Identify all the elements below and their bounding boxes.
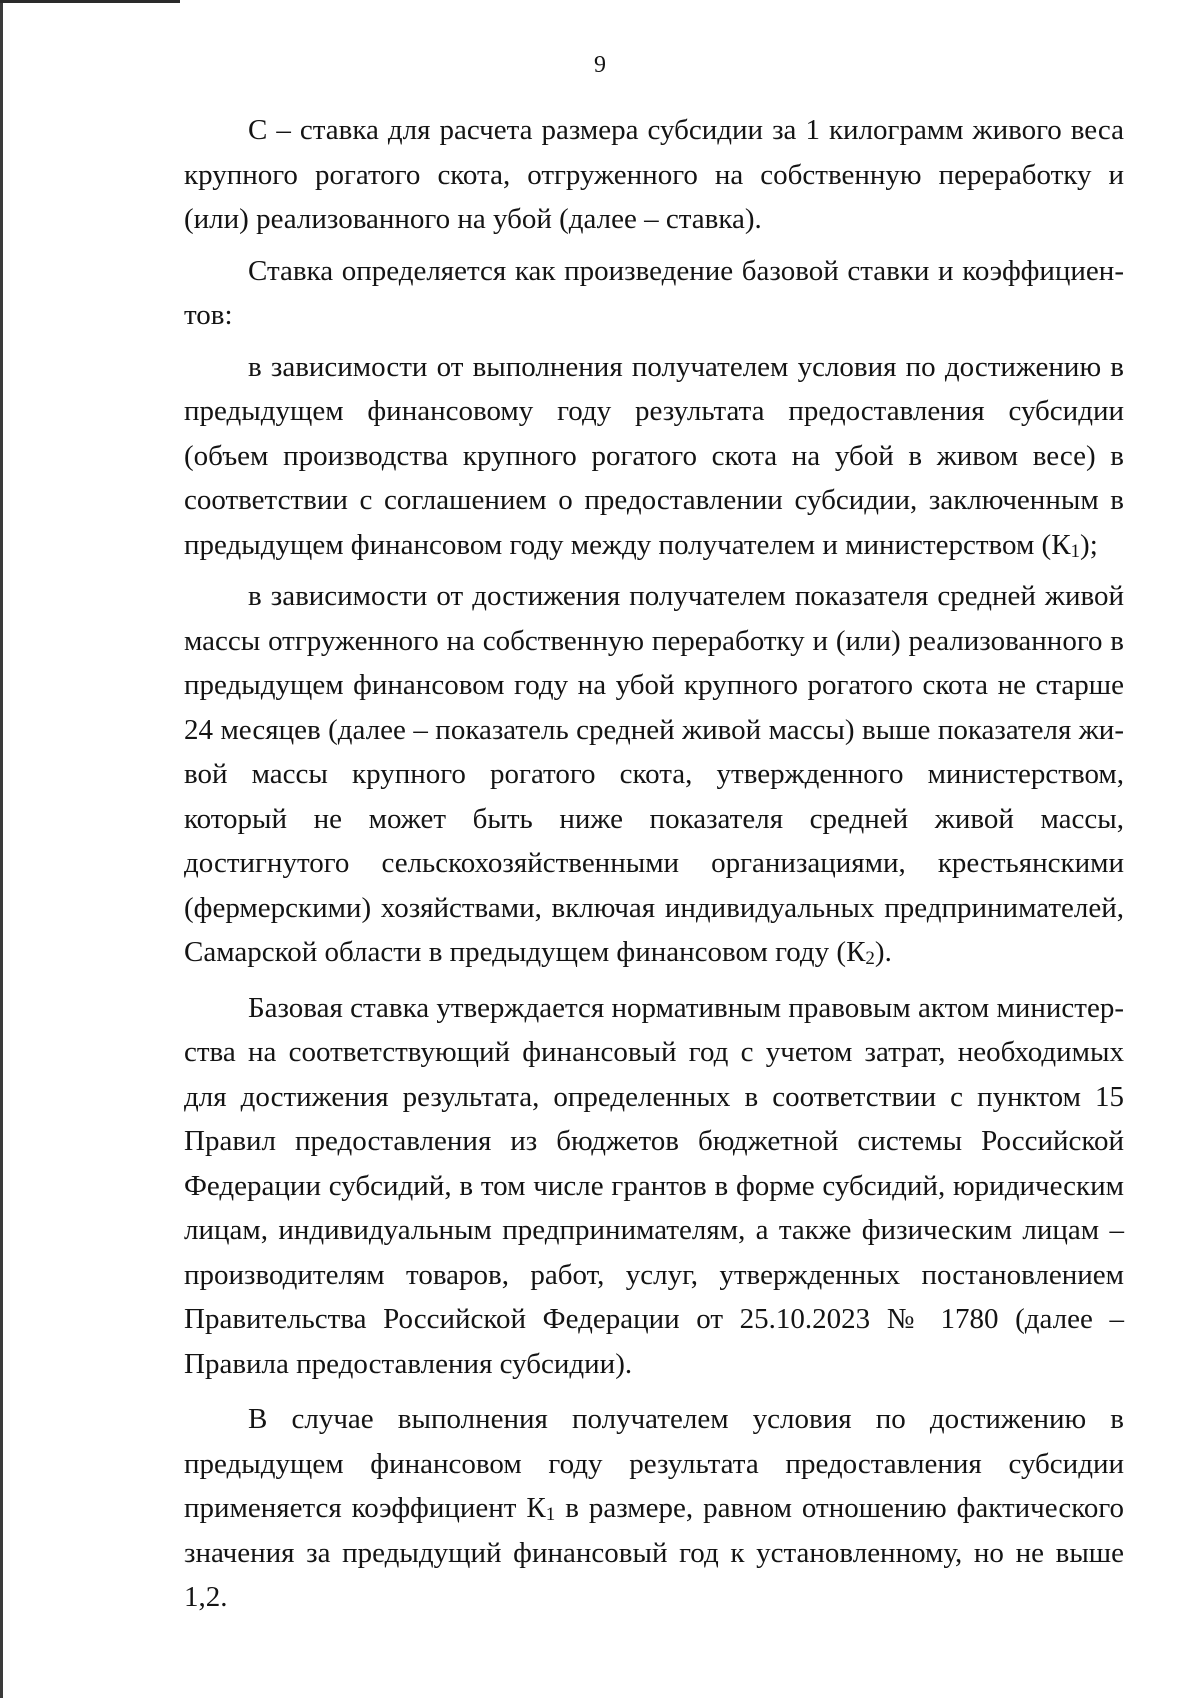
- paragraph-base-rate: [184, 986, 1124, 1387]
- paragraph-text: В случае выполнения получателем условия по достижению в предыдущем финансовом году результата предоставления субсидии применяется коэффициент К: [184, 1403, 1124, 1524]
- paragraph-text: в зависимости от выполнения получателем условия по достижению в предыдущем финансовому году результата предоставления субсидии (объем производства крупного рогатого скота на убой в живом весе) в соответствии с соглашением о предоставлении субсидии, заключенным в предыдущем финансовом году между получателем и министерством (К: [184, 350, 1124, 561]
- page-number: 9: [594, 52, 606, 78]
- paragraph-k1-condition: [184, 345, 1124, 568]
- paragraph-tail: ).: [874, 936, 892, 968]
- paragraph-text: Ставка определяется как произведение базовой ставки и коэффициентов:: [184, 254, 1124, 331]
- paragraph-k1-application: [184, 1397, 1124, 1620]
- scan-top-mark: [0, 0, 180, 3]
- document-body: [184, 108, 1124, 1627]
- paragraph-text: Базовая ставка утверждается нормативным правовым актом министерства на соответствующий финансовый год с учетом затрат, необходимых для достижения результата, определенных в соответствии с пунктом 15 Правил предоставления из бюджетов бюджетной системы Российской Федерации субсидий, в том числе грантов в форме субсидий, юридическим лицам, индивидуальным предпринимателям, а также физическим лицам – производителям товаров, работ, услуг, утвержденных постановлением Правительства Российской Федерации от 25.10.2023 № 1780 (далее – Правила предоставления субсидии).: [184, 991, 1124, 1380]
- scan-left-border: [0, 0, 3, 1698]
- paragraph-tail: );: [1080, 528, 1098, 561]
- paragraph-text: С – ставка для расчета размера субсидии за 1 килограмм живого веса крупного рогатого скота, отгруженного на собственную переработку и (или) реализованного на убой (далее – ставка).: [184, 114, 1124, 235]
- paragraph-tail: в размере, равном отношению фактического значения за предыдущий финансовый год к установленному, но не выше 1,2.: [184, 1492, 1124, 1613]
- paragraph-k2-condition: [184, 574, 1124, 975]
- paragraph-stavka-definition: [184, 108, 1124, 242]
- subscript-index: 2: [865, 948, 875, 969]
- paragraph-text: в зависимости от достижения получателем показателя средней живой массы отгруженного на собственную переработку и (или) реализованного в предыдущем финансовом году на убой крупного рогатого скота не старше 24 месяцев (далее – показатель средней живой массы) выше показателя живой массы крупного рогатого скота, утвержденного министерством, который не может быть ниже показателя средней живой массы, достигнутого сельскохозяйственными организациями, крестьянскими (фермерскими) хозяйствами, включая индивидуальных предпринимателей, Самарской области в предыдущем финансовом году (К: [184, 580, 1124, 968]
- paragraph-stavka-product: [184, 249, 1124, 338]
- subscript-index: 1: [545, 1504, 556, 1525]
- subscript-index: 1: [1070, 540, 1081, 562]
